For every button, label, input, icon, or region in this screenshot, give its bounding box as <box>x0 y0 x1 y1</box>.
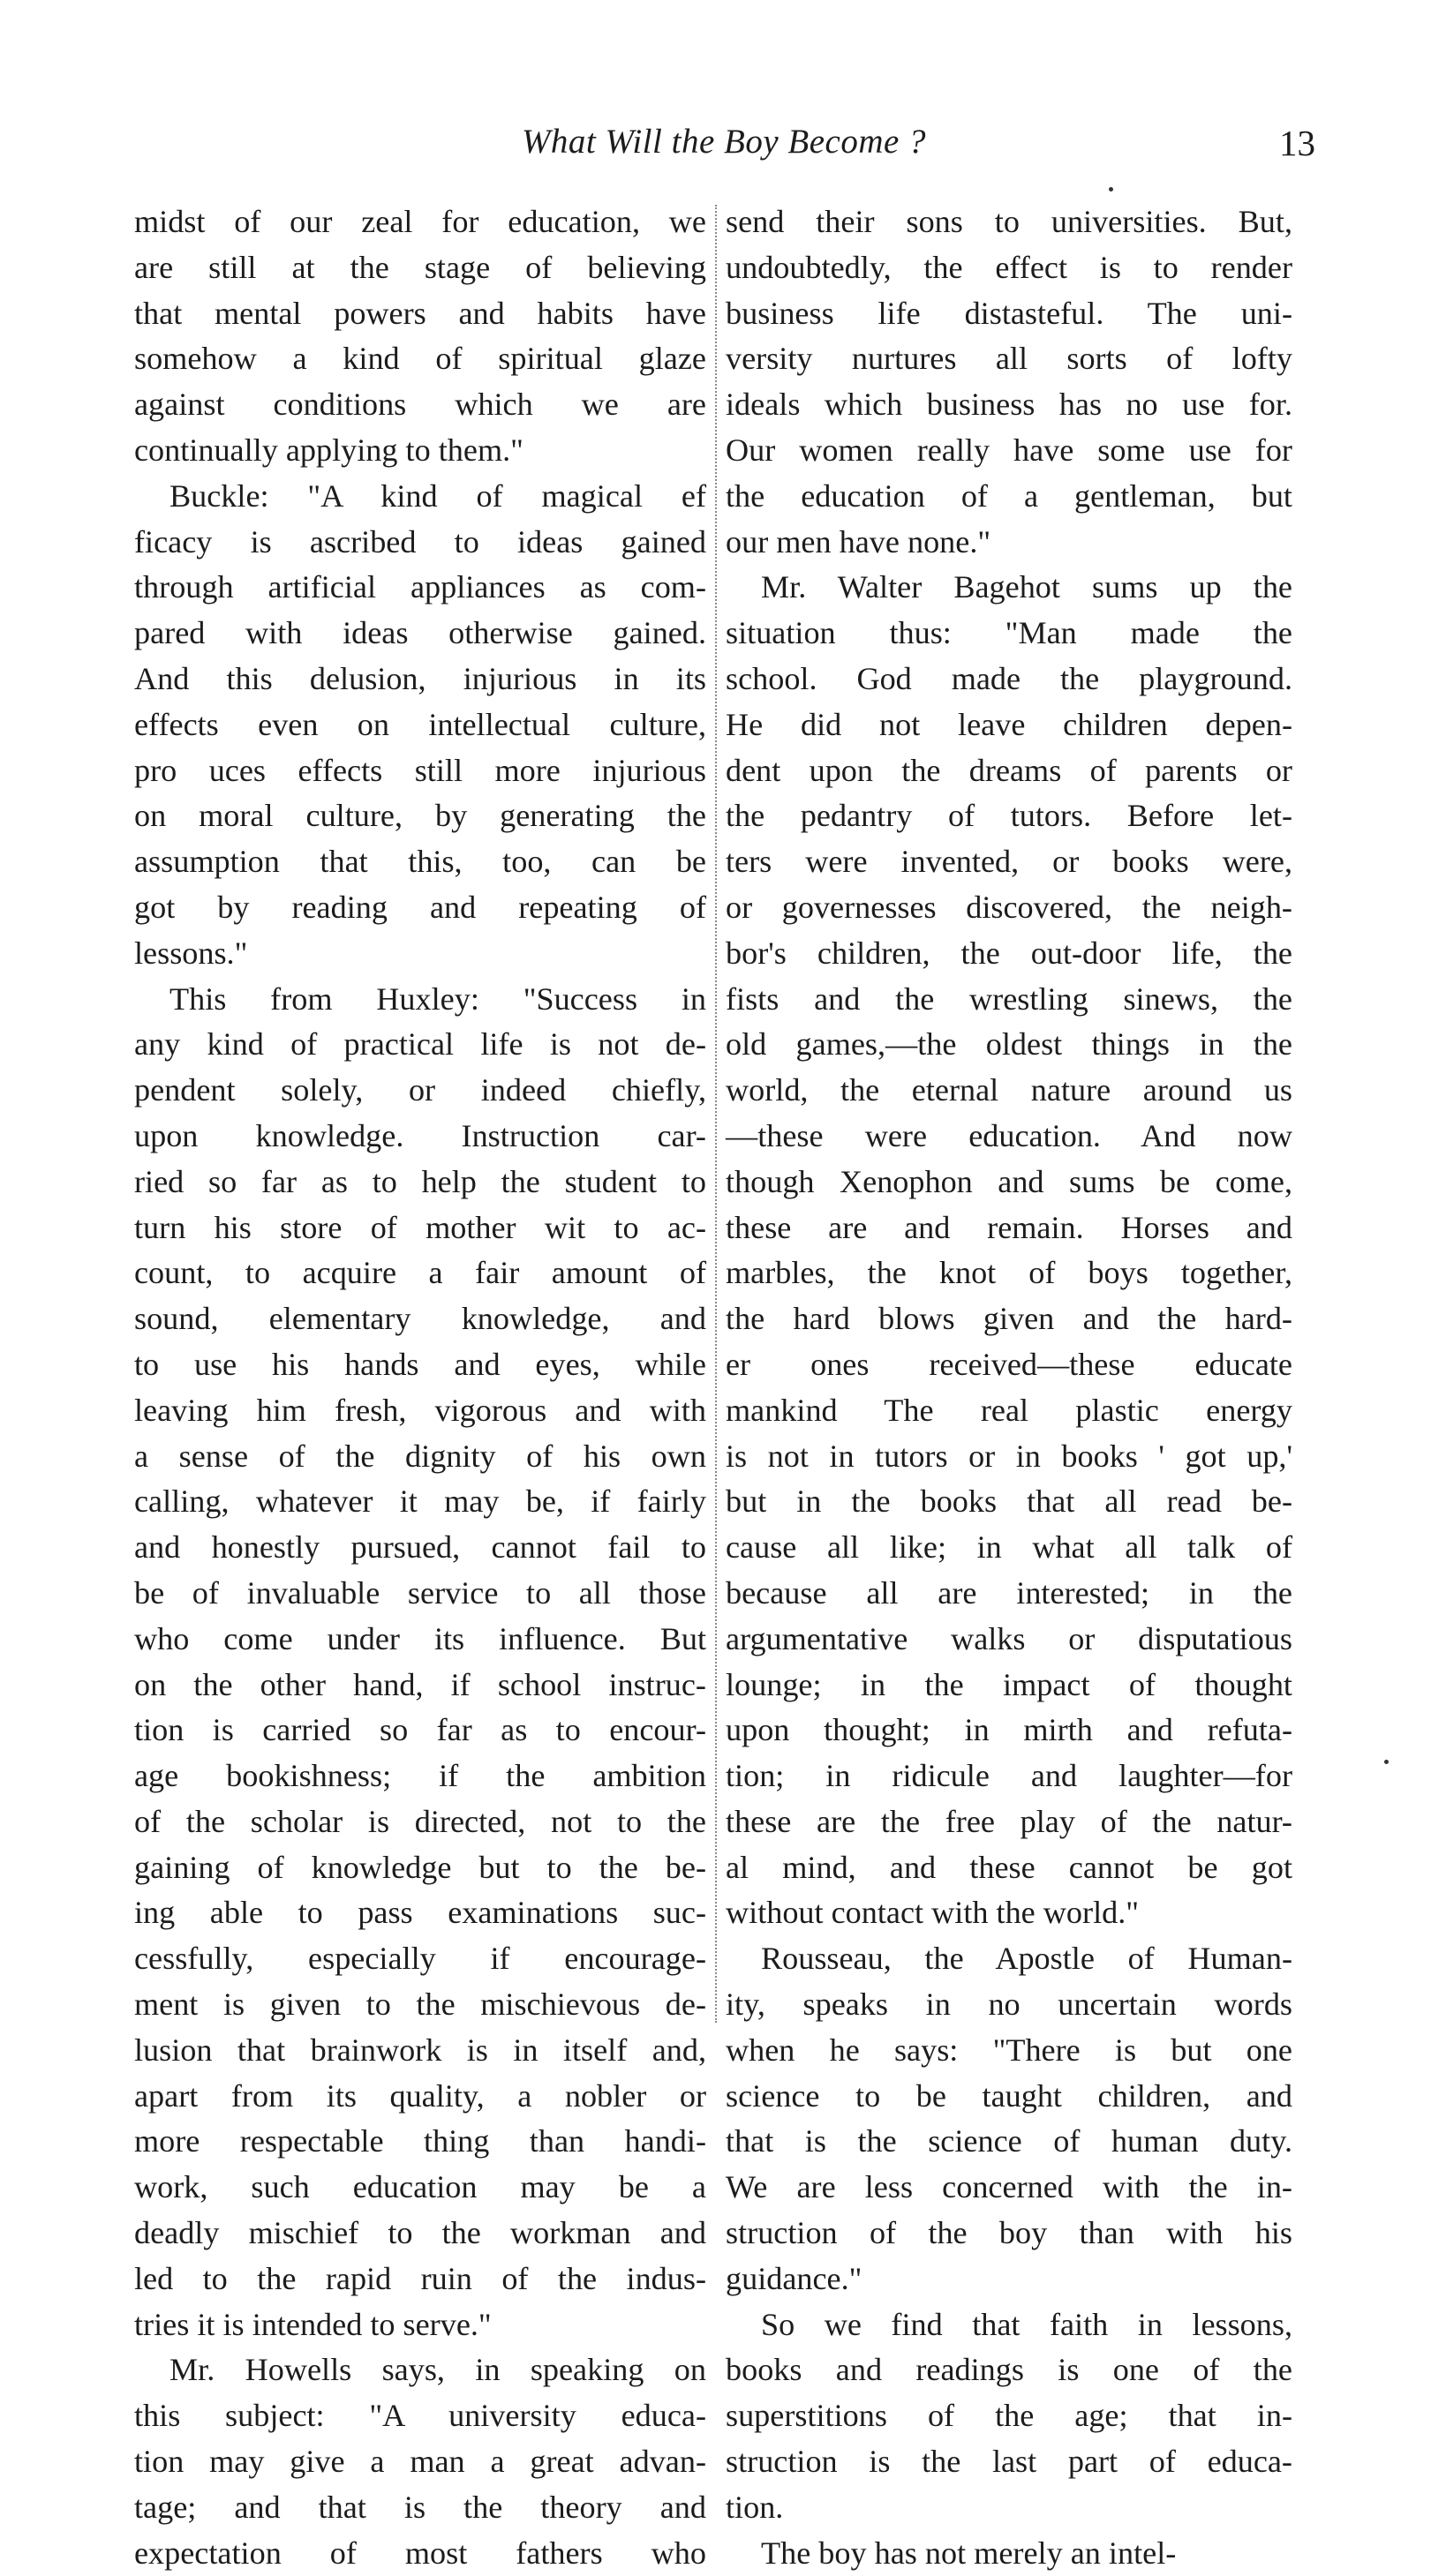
text-line: because all are interested; in the <box>726 1574 1292 1611</box>
running-title: What Will the Boy Become ? <box>521 123 927 161</box>
text-line: argumentative walks or disputatious <box>726 1620 1292 1656</box>
text-line: send their sons to universities. But, <box>726 204 1292 239</box>
text-line: against conditions which we are <box>134 387 706 423</box>
text-line: pro uces effects still more injurious <box>134 752 706 788</box>
text-line: gaining of knowledge but to the be- <box>134 1849 706 1885</box>
text-line: dent upon the dreams of parents or <box>726 752 1292 788</box>
text-line: school. God made the playground. <box>726 660 1292 696</box>
text-line: age bookishness; if the ambition <box>134 1758 706 1794</box>
text-line: deadly mischief to the workman and <box>134 2215 706 2251</box>
text-line: world, the eternal nature around us <box>726 1072 1292 1108</box>
text-line: versity nurtures all sorts of lofty <box>726 341 1292 377</box>
text-line: struction of the boy than with his <box>726 2215 1292 2251</box>
text-line: business life distasteful. The uni- <box>726 295 1292 331</box>
right-column <box>726 199 1292 2571</box>
text-line: upon knowledge. Instruction car- <box>134 1117 706 1153</box>
text-line: So we find that faith in lessons, <box>761 2306 1292 2342</box>
text-line: that is the science of human duty. <box>726 2123 1292 2159</box>
text-line: turn his store of mother wit to ac- <box>134 1209 706 1245</box>
text-line: continually applying to them." <box>134 432 523 468</box>
text-line: ment is given to the mischievous de- <box>134 1986 706 2023</box>
text-line: the education of a gentleman, but <box>726 477 1292 514</box>
text-line: old games,—the oldest things in the <box>726 1026 1292 1063</box>
text-line: expectation of most fathers who <box>134 2535 706 2571</box>
text-line: situation thus: "Man made the <box>726 615 1292 651</box>
text-line: —these were education. And now <box>726 1117 1292 1153</box>
text-line: these are the free play of the natur- <box>726 1803 1292 1839</box>
text-line: cessfully, especially if encourage- <box>134 1941 706 1977</box>
text-line: on the other hand, if school instruc- <box>134 1666 706 1702</box>
text-line: Our women really have some use for <box>726 432 1292 468</box>
text-line: or governesses discovered, the neigh- <box>726 889 1292 925</box>
text-line: lusion that brainwork is in itself and, <box>134 2032 706 2068</box>
text-line: pendent solely, or indeed chiefly, <box>134 1072 706 1108</box>
text-line: any kind of practical life is not de- <box>134 1026 706 1063</box>
text-line: He did not leave children depen- <box>726 706 1292 742</box>
text-line: ficacy is ascribed to ideas gained <box>134 523 706 560</box>
text-line: This from Huxley: "Success in <box>169 980 706 1017</box>
text-line: ried so far as to help the student to <box>134 1163 706 1199</box>
text-line: undoubtedly, the effect is to render <box>726 249 1292 285</box>
text-line: bor's children, the out-door life, the <box>726 935 1292 971</box>
text-line: this subject: "A university educa- <box>134 2398 706 2434</box>
text-line: got by reading and repeating of <box>134 889 706 925</box>
text-line: more respectable thing than handi- <box>134 2123 706 2159</box>
text-line: Buckle: "A kind of magical ef <box>169 477 706 514</box>
text-line: and honestly pursued, cannot fail to <box>134 1529 706 1566</box>
text-line: of the scholar is directed, not to the <box>134 1803 706 1839</box>
text-line: tion; in ridicule and laughter—for <box>726 1758 1292 1794</box>
text-line: though Xenophon and sums be come, <box>726 1163 1292 1199</box>
text-line: ideals which business has no use for. <box>726 387 1292 423</box>
text-line: leaving him fresh, vigorous and with <box>134 1392 706 1428</box>
text-line: pared with ideas otherwise gained. <box>134 615 706 651</box>
text-line: that mental powers and habits have <box>134 295 706 331</box>
left-column <box>134 199 706 2571</box>
text-line: ing able to pass examinations suc- <box>134 1895 706 1931</box>
text-line: the pedantry of tutors. Before let- <box>726 798 1292 834</box>
text-line: fists and the wrestling sinews, the <box>726 980 1292 1017</box>
text-line: midst of our zeal for education, we <box>134 204 706 239</box>
text-line: ity, speaks in no uncertain words <box>726 1986 1292 2023</box>
page-number: 13 <box>1279 123 1315 163</box>
text-line: science to be taught children, and <box>726 2077 1292 2114</box>
text-line: assumption that this, too, can be <box>134 844 706 880</box>
text-line: And this delusion, injurious in its <box>134 660 706 696</box>
text-line: tries it is intended to serve." <box>134 2306 492 2342</box>
text-line: guidance." <box>726 2260 862 2296</box>
text-line: to use his hands and eyes, while <box>134 1346 706 1382</box>
text-line: lounge; in the impact of thought <box>726 1666 1292 1702</box>
text-line: struction is the last part of educa- <box>726 2444 1292 2480</box>
text-line: who come under its influence. But <box>134 1620 706 1656</box>
column-divider <box>715 205 717 2023</box>
text-line: apart from its quality, a nobler or <box>134 2077 706 2114</box>
text-line: Mr. Walter Bagehot sums up the <box>761 569 1292 605</box>
text-line: the hard blows given and the hard- <box>726 1301 1292 1337</box>
text-line: We are less concerned with the in- <box>726 2169 1292 2205</box>
text-line: calling, whatever it may be, if fairly <box>134 1483 706 1520</box>
text-line: through artificial appliances as com- <box>134 569 706 605</box>
text-line: a sense of the dignity of his own <box>134 1438 706 1474</box>
text-line: Mr. Howells says, in speaking on <box>169 2352 706 2388</box>
text-line: er ones received—these educate <box>726 1346 1292 1382</box>
text-line: effects even on intellectual culture, <box>134 706 706 742</box>
text-line: books and readings is one of the <box>726 2352 1292 2388</box>
text-line: tion is carried so far as to encour- <box>134 1712 706 1748</box>
text-line: without contact with the world." <box>726 1895 1140 1931</box>
text-line: these are and remain. Horses and <box>726 1209 1292 1245</box>
text-line: are still at the stage of believing <box>134 249 706 285</box>
text-line: The boy has not merely an intel- <box>761 2535 1177 2571</box>
text-line: superstitions of the age; that in- <box>726 2398 1292 2434</box>
text-line: tage; and that is the theory and <box>134 2489 706 2525</box>
text-line: tion may give a man a great advan- <box>134 2444 706 2480</box>
text-line: ters were invented, or books were, <box>726 844 1292 880</box>
text-line: al mind, and these cannot be got <box>726 1849 1292 1885</box>
text-line: Rousseau, the Apostle of Human- <box>761 1941 1292 1977</box>
text-line: marbles, the knot of boys together, <box>726 1255 1292 1291</box>
text-line: our men have none." <box>726 523 991 560</box>
text-line: but in the books that all read be- <box>726 1483 1292 1520</box>
print-speck <box>1109 187 1113 192</box>
text-line: sound, elementary knowledge, and <box>134 1301 706 1337</box>
text-line: is not in tutors or in books ' got up,' <box>726 1438 1292 1474</box>
text-line: upon thought; in mirth and refuta- <box>726 1712 1292 1748</box>
text-line: be of invaluable service to all those <box>134 1574 706 1611</box>
text-line: tion. <box>726 2489 784 2525</box>
text-line: somehow a kind of spiritual glaze <box>134 341 706 377</box>
text-line: on moral culture, by generating the <box>134 798 706 834</box>
text-line: count, to acquire a fair amount of <box>134 1255 706 1291</box>
text-line: work, such education may be a <box>134 2169 706 2205</box>
text-line: lessons." <box>134 935 248 971</box>
text-line: when he says: "There is but one <box>726 2032 1292 2068</box>
text-line: led to the rapid ruin of the indus- <box>134 2260 706 2296</box>
text-line: mankind The real plastic energy <box>726 1392 1292 1428</box>
print-speck <box>1384 1760 1389 1764</box>
text-line: cause all like; in what all talk of <box>726 1529 1292 1566</box>
page-header <box>132 122 1315 175</box>
